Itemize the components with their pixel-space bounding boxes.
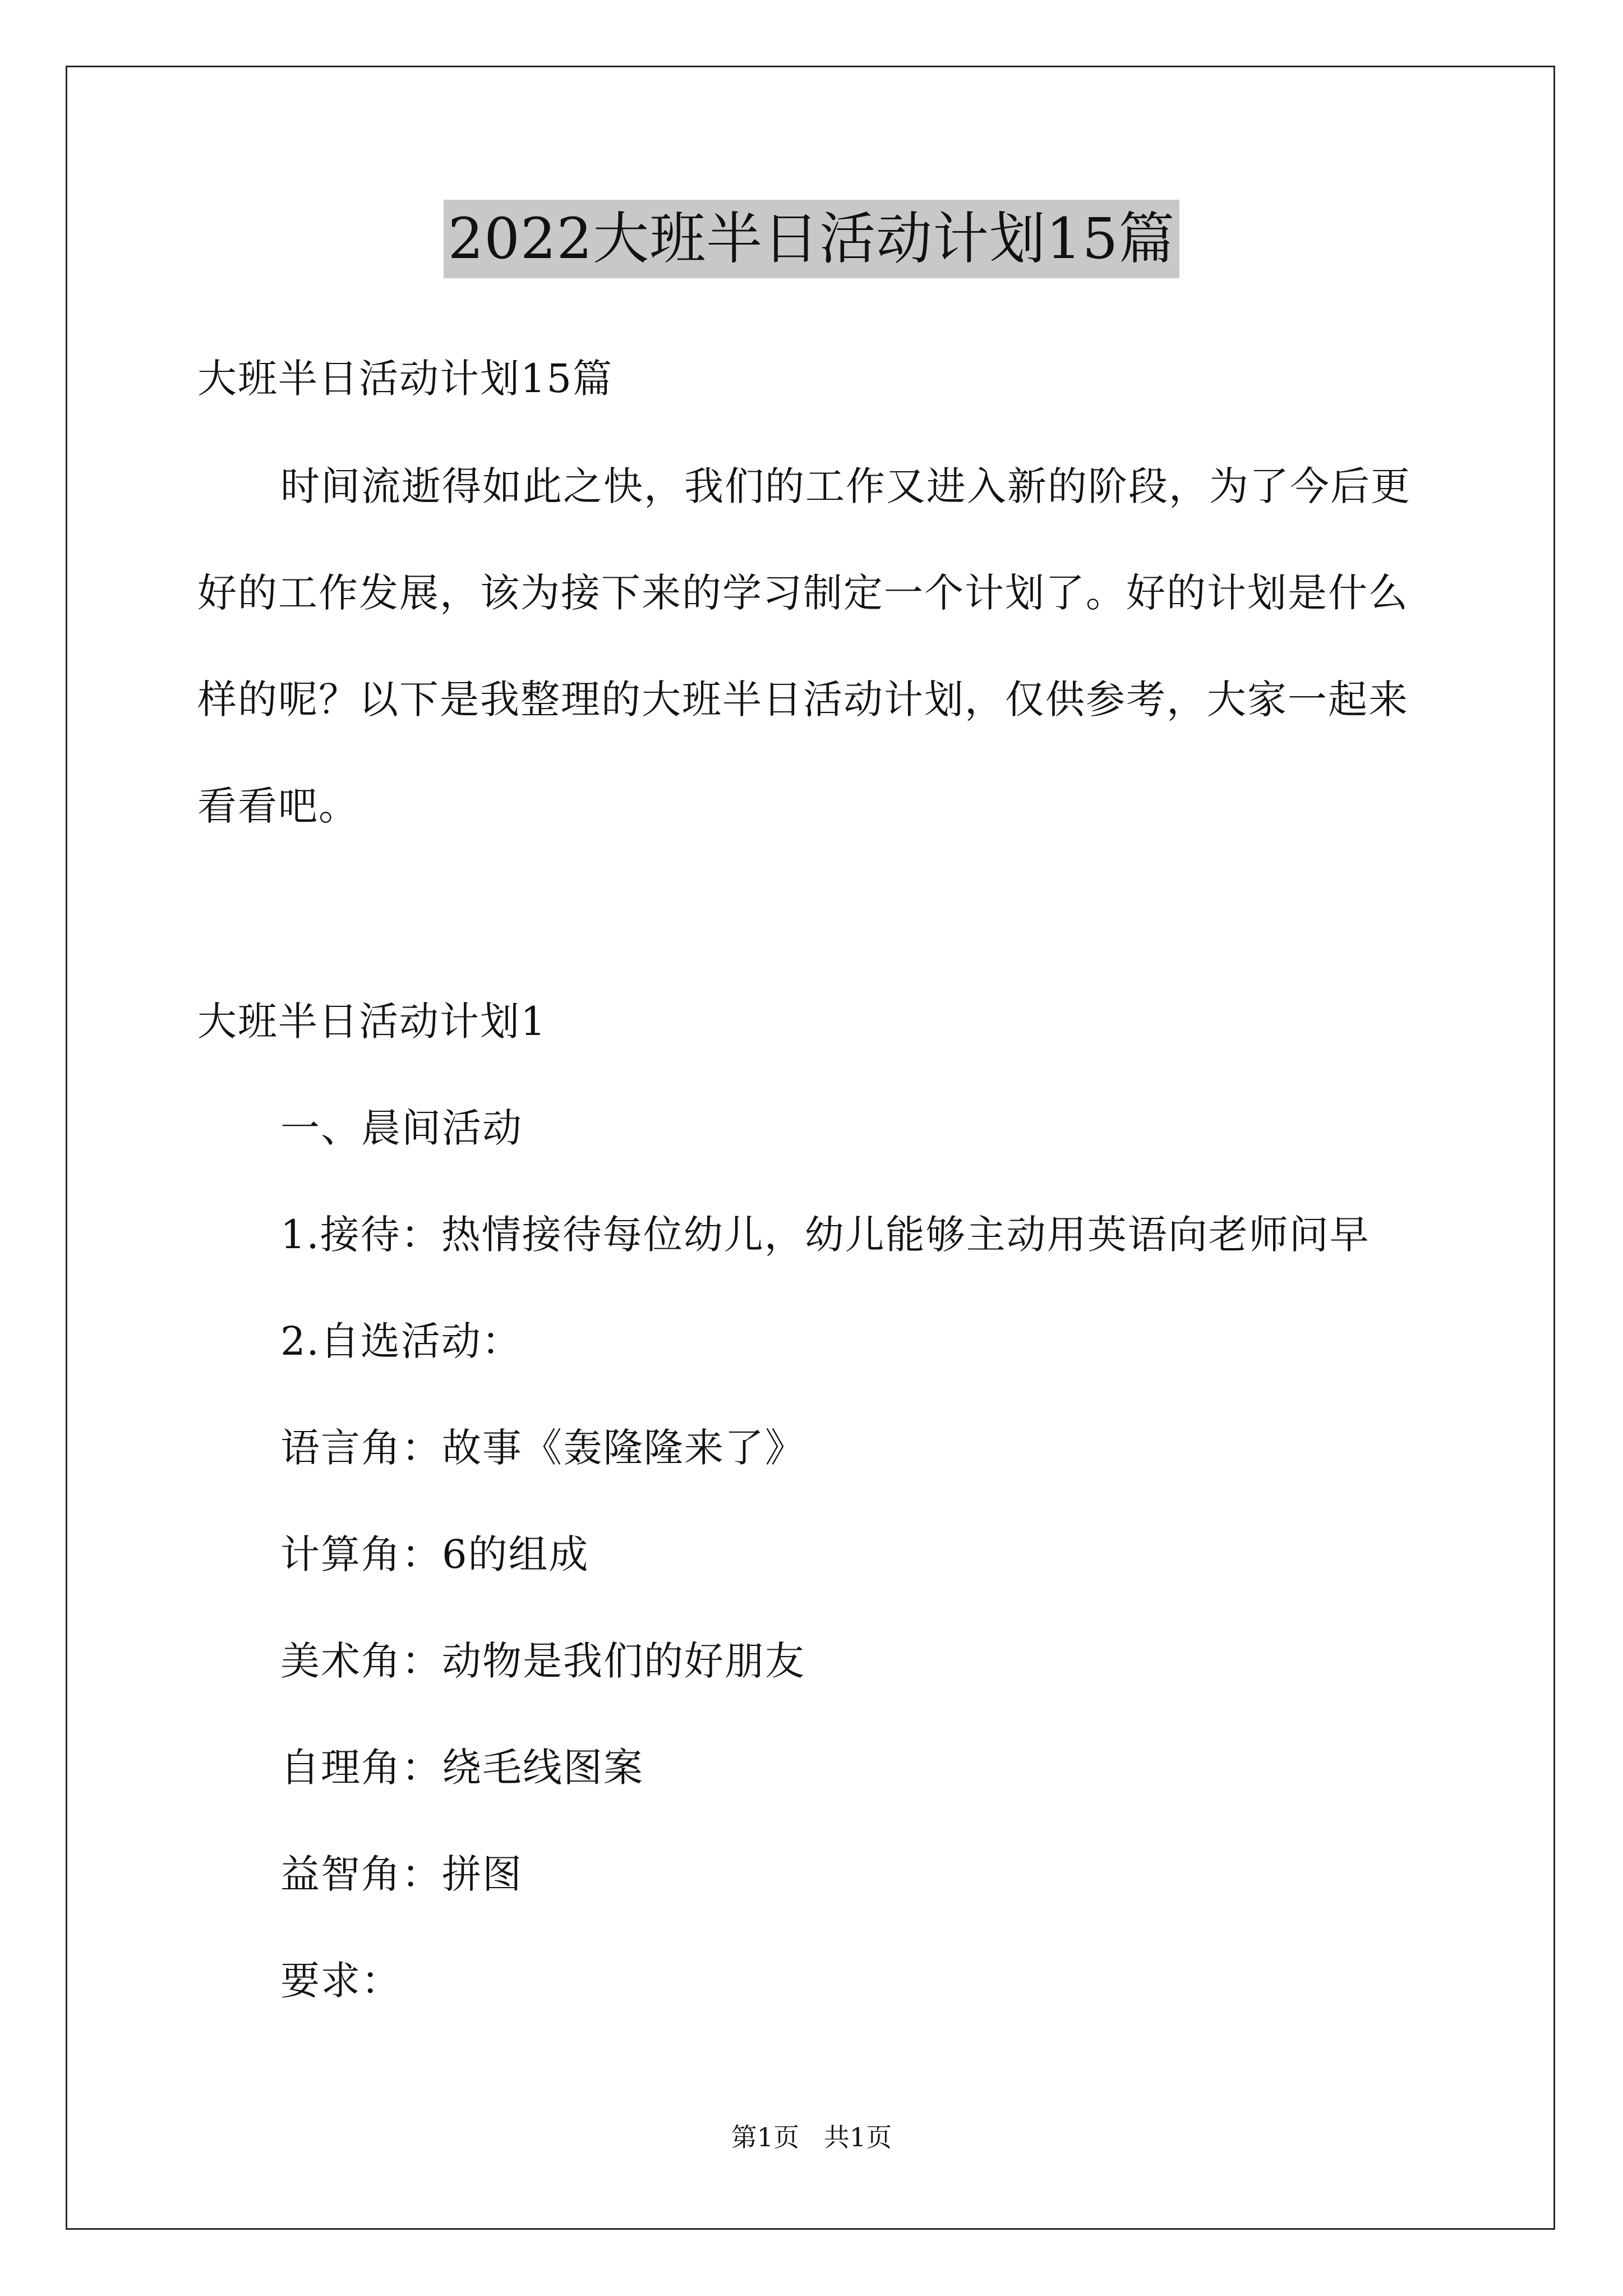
document-title [0,200,1623,278]
section-line-puzzle-corner: 益智角：拼图 [280,1851,523,1897]
section-line-selfcare-corner: 自理角：绕毛线图案 [280,1745,644,1791]
section-line-morning: 一、晨间活动 [280,1105,523,1151]
page-footer: 第1页 共1页 [731,2122,892,2152]
document-title-text: 2022大班半日活动计划15篇 [444,200,1180,278]
section-line-language-corner: 语言角：故事《轰隆隆来了》 [280,1425,805,1471]
section-line-art-corner: 美术角：动物是我们的好朋友 [280,1638,805,1684]
intro-line-1: 时间流逝得如此之快，我们的工作又进入新的阶段，为了今后更 [280,463,1411,509]
section-line-reception: 1.接待：热情接待每位幼儿，幼儿能够主动用英语向老师问早 [280,1212,1370,1258]
intro-line-4: 看看吧。 [197,783,359,829]
section-line-math-corner: 计算角：6的组成 [280,1531,589,1577]
intro-line-3: 样的呢？以下是我整理的大班半日活动计划，仅供参考，大家一起来 [197,677,1409,723]
intro-line-2: 好的工作发展，该为接下来的学习制定一个计划了。好的计划是什么 [197,570,1409,616]
subtitle: 大班半日活动计划15篇 [197,356,614,402]
section-line-free-activity: 2.自选活动： [280,1318,522,1364]
section-line-requirements: 要求： [280,1958,402,2004]
section-heading: 大班半日活动计划1 [197,999,547,1045]
